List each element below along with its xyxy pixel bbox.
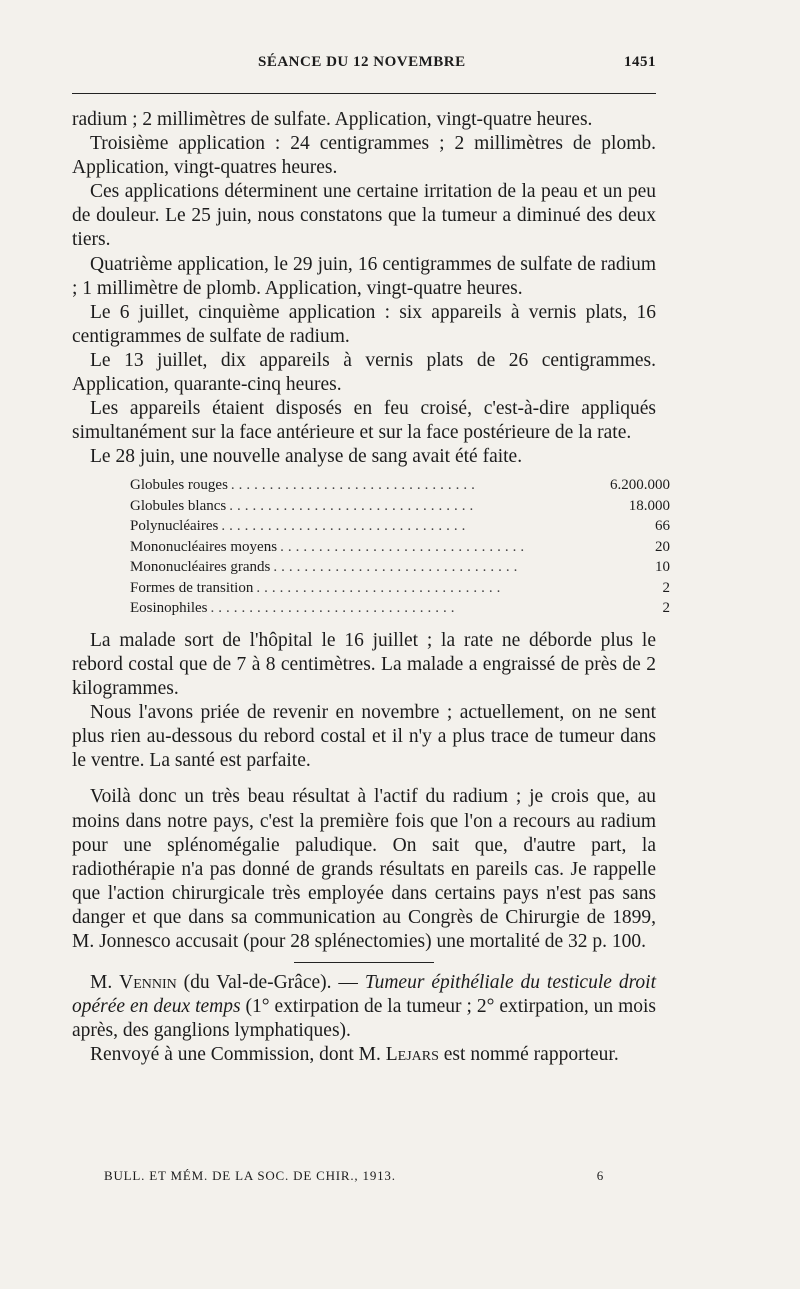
table-row [130,557,670,578]
row-value: 66 [655,518,670,535]
row-value: 6.200.000 [610,477,670,494]
paragraph-1: radium ; 2 millimètres de sulfate. Application, vingt-quatre heures. [72,109,593,130]
blood-analysis-table [130,475,670,619]
table-row [130,475,670,496]
paragraph-4: Quatrième application, le 29 juin, 16 centigrammes de sulfate de radium ; 1 millimètre de plomb. Application, vingt-quatre heures. [72,253,656,299]
leader-dots: ................................ [280,538,529,555]
page-footer [104,1168,604,1184]
table-row [130,578,670,599]
journal-citation: BULL. ET MÉM. DE LA SOC. DE CHIR., 1913. [104,1168,396,1183]
author-affiliation: (du Val-de-Grâce). — [183,972,358,994]
paragraph-2: Troisième application : 24 centigrammes ; 2 millimètres de plomb. Application, vingt-quatres heures. [72,133,656,179]
paragraph-5: Le 6 juillet, cinquième application : six appareils à vernis plats, 16 centigrammes de sulfate de radium. [72,301,656,347]
referral-suffix: est nommé rapporteur. [443,1044,619,1066]
communication-details: (1° extirpation de la tumeur ; 2° extirpation, un mois après, des ganglions lymphatiques). [72,996,657,1042]
leader-dots: ................................ [229,497,478,514]
table-row [130,496,670,517]
section-separator [294,962,434,963]
paragraph-7: Les appareils étaient disposés en feu croisé, c'est-à-dire appliqués simultanément sur la face antérieure et sur la face postérieure de la rate. [72,398,656,444]
communication-title: Tumeur épithéliale du testicule droit opérée en deux temps [72,972,657,1018]
running-header [72,54,656,82]
rapporteur-name: Lejars [385,1044,439,1066]
row-value: 18.000 [628,497,670,514]
paragraph-gap [72,773,656,785]
referral-prefix: Renvoyé à une Commission, dont M. [90,1044,381,1066]
leader-dots: ................................ [230,477,479,494]
signature-mark: 6 [596,1168,604,1183]
leader-dots: ................................ [210,600,459,617]
row-label: Polynucléaires [130,518,221,534]
table-row [130,598,670,619]
table-row [130,516,670,537]
author-prefix: M. [90,972,113,994]
page-number: 1451 [624,54,656,70]
paragraph-3: Ces applications déterminent une certaine irritation de la peau et un peu de douleur. Le 25 juin, nous constatons que la tumeur a diminué des deux tiers. [72,181,656,251]
leader-dots: ................................ [256,579,505,596]
leader-dots: ................................ [221,518,470,535]
author-name: Vennin [119,972,177,994]
page-body [72,108,670,1068]
row-value: 20 [655,538,670,555]
row-label: Globules blancs [130,498,229,514]
communication-paragraph [72,971,656,1043]
paragraph-10: Nous l'avons priée de revenir en novembre ; actuellement, on ne sent plus rien au-dessous du rebord costal et il n'y a plus trace de tumeur dans le ventre. La santé est parfaite. [72,702,656,772]
paragraph-9: La malade sort de l'hôpital le 16 juillet ; la rate ne déborde plus le rebord costal que de 7 à 8 centimètres. La malade a engraissé de près de 2 kilogrammes. [72,629,656,700]
paragraph-8: Le 28 juin, une nouvelle analyse de sang avait été faite. [90,446,523,468]
referral-paragraph [72,1043,656,1067]
paragraph-6: Le 13 juillet, dix appareils à vernis plats de 26 centigrammes. Application, quarante-cinq heures. [72,349,656,396]
row-label: Eosinophiles [130,600,211,616]
paragraph-11: Voilà donc un très beau résultat à l'actif du radium ; je crois que, au moins dans notre pays, c'est la première fois que l'on a recours au radium pour une splénomégalie paludique. On sait que, d'autre part, la radiothérapie n'a pas donné de grands résultats en pareils cas. Je rappelle que l'action chirurgicale très employée dans certains pays n'est pas sans danger et que dans sa communication au Congrès de Chirurgie de 1899, M. Jonnesco accusait (pour 28 splénectomies) une mortalité de 32 p. 100. [72,786,656,953]
table-row [130,537,670,558]
row-value: 2 [662,600,670,617]
row-value: 2 [662,579,670,596]
row-value: 10 [655,559,670,576]
row-label: Mononucléaires moyens [130,539,280,555]
header-title: SÉANCE DU 12 NOVEMBRE [258,54,466,70]
leader-dots: ................................ [273,559,522,576]
row-label: Mononucléaires grands [130,559,273,575]
row-label: Globules rouges [130,477,231,493]
header-rule [72,93,656,94]
row-label: Formes de transition [130,580,256,596]
